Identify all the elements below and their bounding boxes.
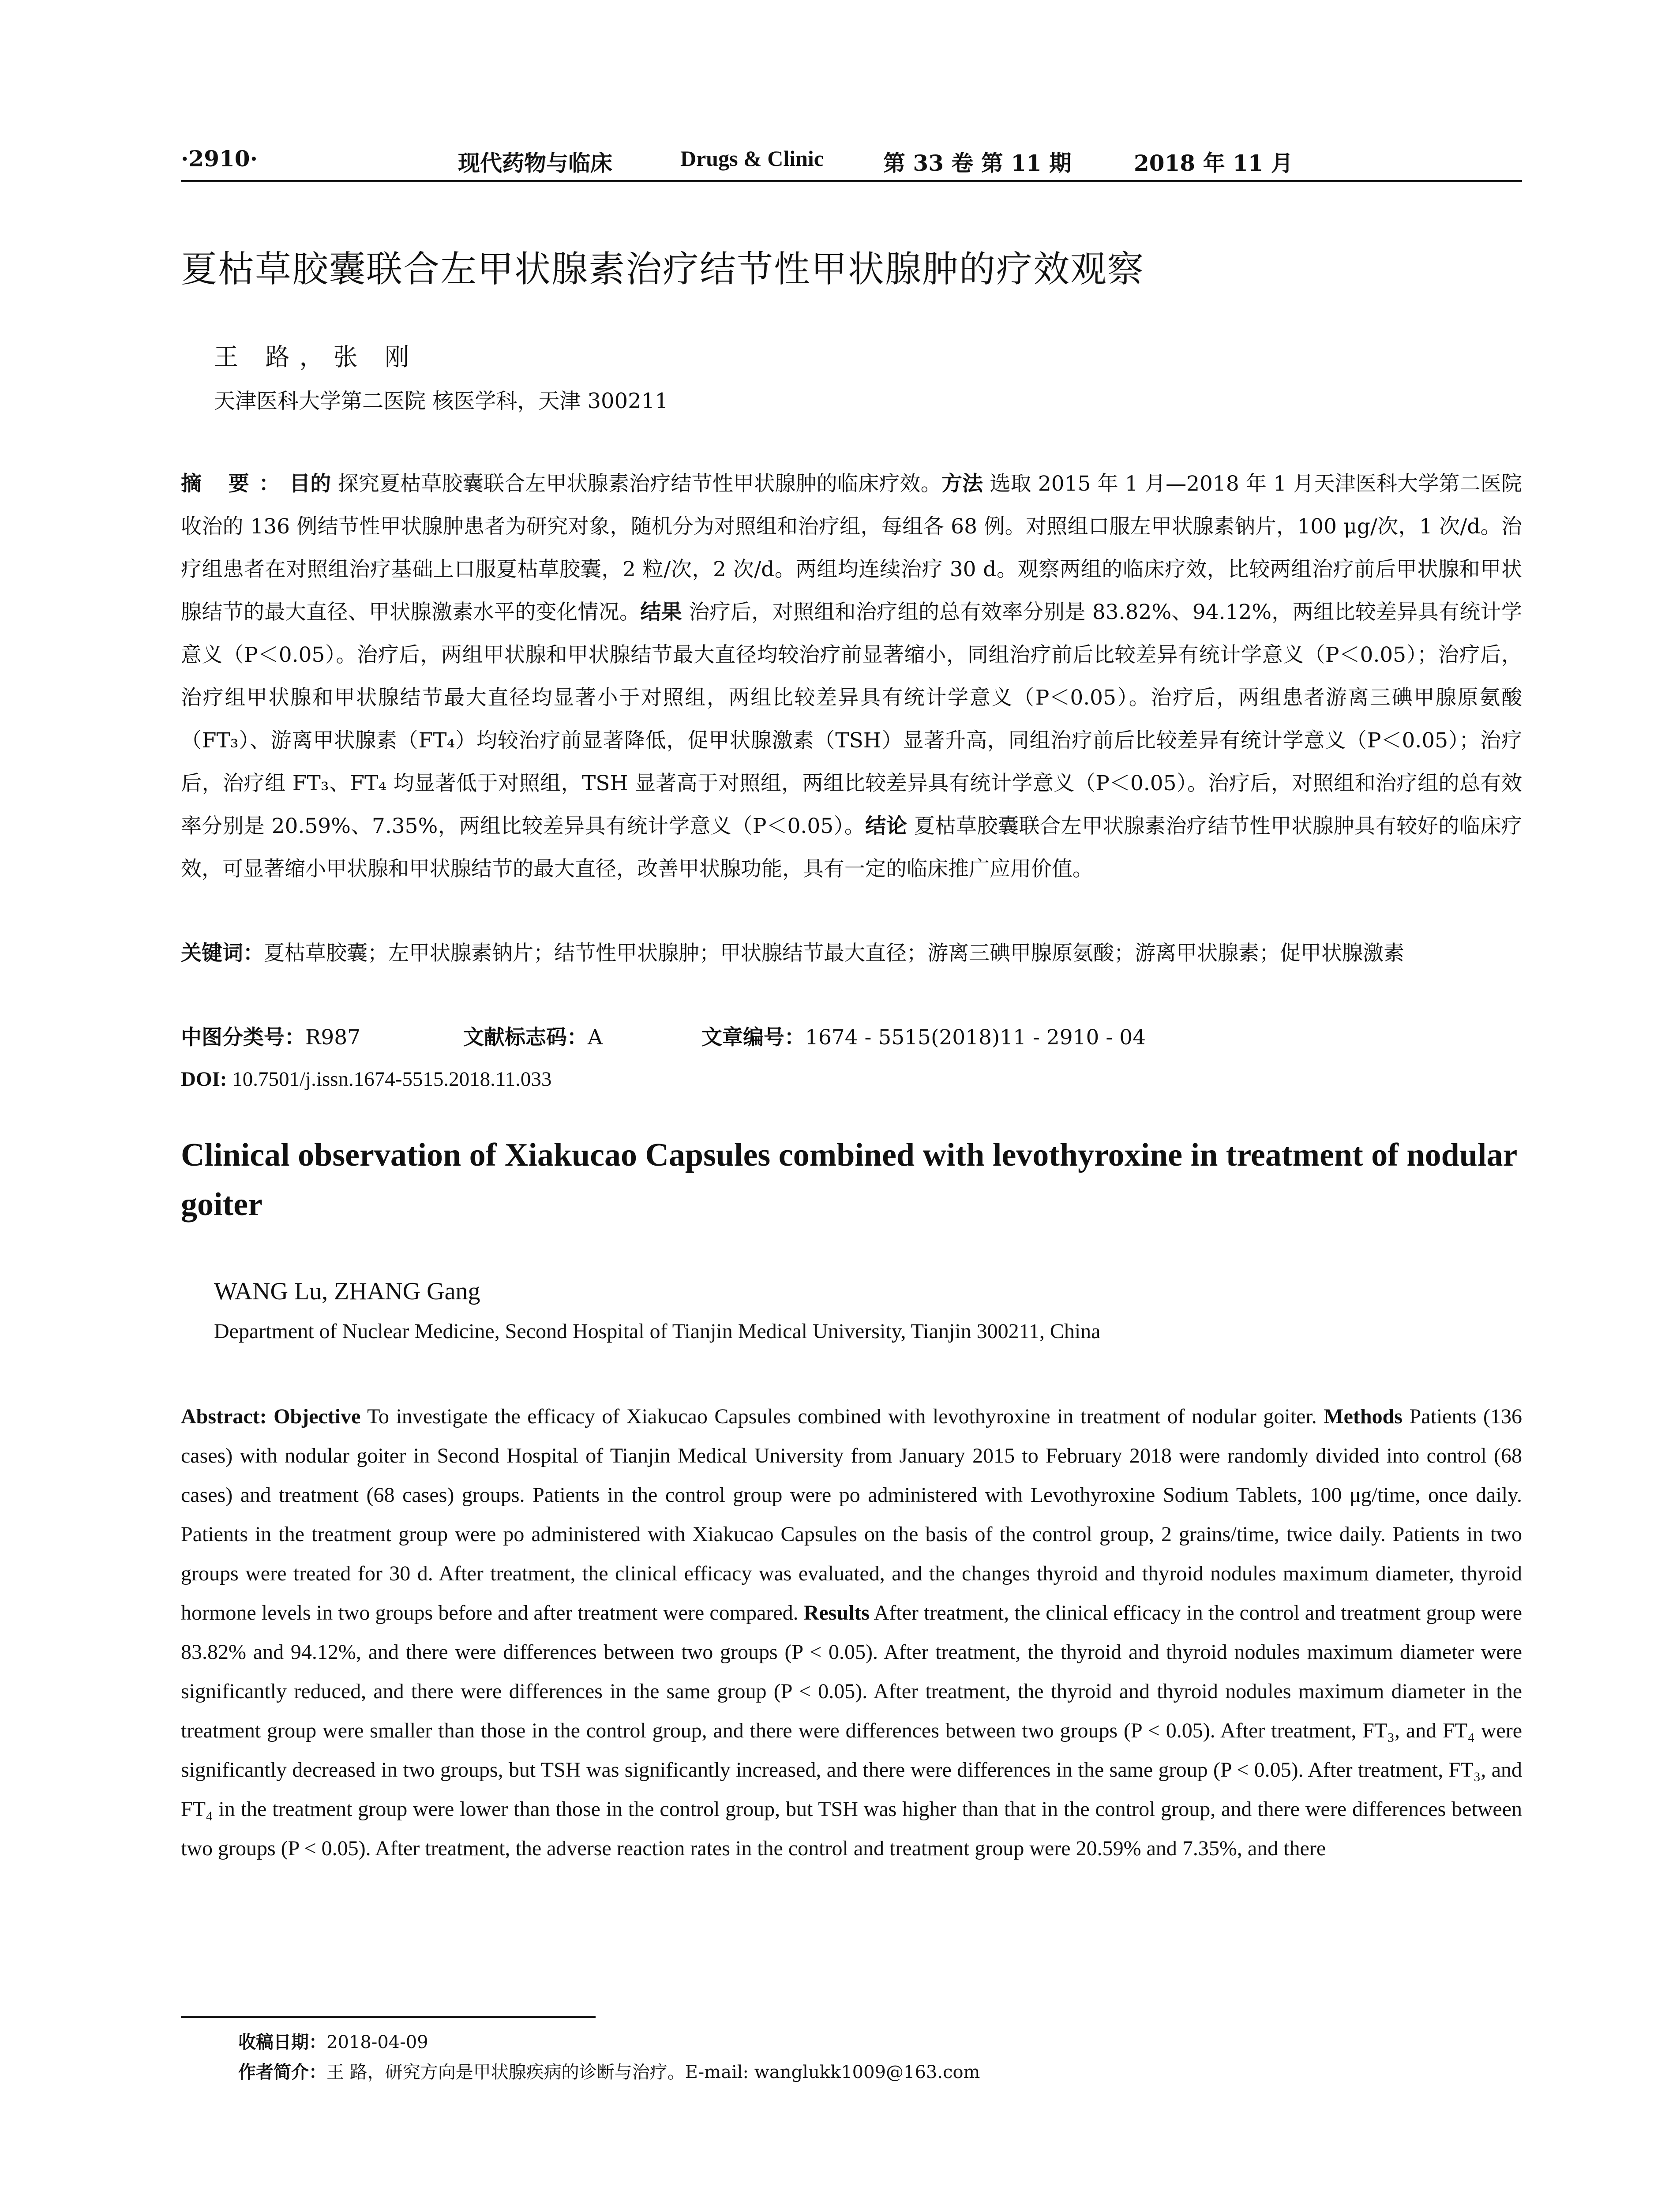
cn-objective-label: 目的 xyxy=(289,472,331,496)
received-label: 收稿日期： xyxy=(238,2032,326,2052)
doc-code-label: 文献标志码： xyxy=(463,1025,588,1050)
running-header xyxy=(181,140,1522,182)
author-bio-label: 作者简介： xyxy=(238,2062,326,2082)
cn-results-label: 结果 xyxy=(640,600,682,624)
classification-line xyxy=(181,1016,1522,1059)
doi-line xyxy=(181,1058,551,1101)
doc-code-value: A xyxy=(588,1025,603,1050)
journal-name-en: Drugs & Clinic xyxy=(680,146,824,171)
footnotes xyxy=(238,2027,980,2087)
en-title: Clinical observation of Xiakucao Capsules combined with levothyroxine in treatment of nodular goiter xyxy=(181,1137,1517,1223)
doc-code-item xyxy=(463,1016,701,1059)
cn-conclusion-label: 结论 xyxy=(865,814,908,838)
clc-item xyxy=(181,1016,463,1059)
author-bio xyxy=(238,2057,980,2087)
cn-keywords-text: 夏枯草胶囊；左甲状腺素钠片；结节性甲状腺肿；甲状腺结节最大直径；游离三碘甲腺原氨酸；游离甲状腺素；促甲状腺激素 xyxy=(264,941,1404,965)
en-affiliation: Department of Nuclear Medicine, Second Hospital of Tianjin Medical University, Tianjin 300211, China xyxy=(214,1320,1101,1343)
cn-methods-label: 方法 xyxy=(941,472,983,496)
en-abstract xyxy=(181,1397,1522,1868)
en-results: After treatment, the clinical efficacy in the control and treatment group were 83.82% and 94.12%, and there were differences between two groups (P < 0.05). After treatment, the thyroid and thyroid nodules maximum diameter were significantly reduced, and there were differences in the same group (P < 0.05). After treatment, the thyroid and thyroid nodules maximum diameter in the treatment group were smaller than those in the control group, and there were differences between two groups (P < 0.05). After treatment, FT₃, and FT₄ were significantly decreased in two groups, but TSH was significantly increased, and there were differences in the same group (P < 0.05). After treatment, FT₃, and FT₄ in the treatment group were lower than those in the control group, but TSH was higher than that in the control group, and there were differences between two groups (P < 0.05). After treatment, the adverse reaction rates in the control and treatment group were 20.59% and 7.35%, and there xyxy=(181,1601,1522,1860)
author-bio-value: 王 路，研究方向是甲状腺疾病的诊断与治疗。E-mail: wanglukk1009@163.com xyxy=(326,2062,980,2082)
en-results-label: Results xyxy=(803,1601,870,1624)
cn-authors: 王 路，张 刚 xyxy=(214,343,419,371)
volume-issue: 第 33 卷 第 11 期 xyxy=(883,150,1072,176)
cn-abstract xyxy=(181,462,1522,890)
cn-keywords xyxy=(181,932,1522,975)
cn-conclusion: 夏枯草胶囊联合左甲状腺素治疗结节性甲状腺肿具有较好的临床疗效，可显著缩小甲状腺和甲状腺结节的最大直径，改善甲状腺功能，具有一定的临床推广应用价值。 xyxy=(181,814,1522,881)
journal-name-cn: 现代药物与临床 xyxy=(458,150,612,176)
cn-keywords-label: 关键词： xyxy=(181,941,264,965)
en-abstract-label: Abstract: Objective xyxy=(181,1405,361,1428)
en-methods-label: Methods xyxy=(1324,1405,1402,1428)
en-methods: Patients (136 cases) with nodular goiter in Second Hospital of Tianjin Medical University from January 2015 to February 2018 were randomly divided into control (68 cases) and treatment (68 cases) groups. Patients in the control group were po administered with Levothyroxine Sodium Tablets, 100 μg/time, once daily. Patients in the treatment group were po administered with Xiakucao Capsules on the basis of the control group, 2 grains/time, twice daily. Patients in two groups were treated for 30 d. After treatment, the clinical efficacy was evaluated, and the changes thyroid and thyroid nodules maximum diameter, thyroid hormone levels in two groups before and after treatment were compared. xyxy=(181,1405,1522,1624)
en-objective: To investigate the efficacy of Xiakucao Capsules combined with levothyroxine in treatment of nodular goiter. xyxy=(367,1405,1317,1428)
cn-methods: 选取 2015 年 1 月—2018 年 1 月天津医科大学第二医院收治的 136 例结节性甲状腺肿患者为研究对象，随机分为对照组和治疗组，每组各 68 例。对照组口服左甲状腺素钠片，100 μg/次，1 次/d。治疗组患者在对照组治疗基础上口服夏枯草胶囊，2 粒/次，2 次/d。两组均连续治疗 30 d。观察两组的临床疗效，比较两组治疗前后甲状腺和甲状腺结节的最大直径、甲状腺激素水平的变化情况。 xyxy=(181,472,1522,624)
cn-abstract-head: 摘 要： xyxy=(181,472,290,496)
clc-label: 中图分类号： xyxy=(181,1025,305,1050)
cn-title: 夏枯草胶囊联合左甲状腺素治疗结节性甲状腺肿的疗效观察 xyxy=(181,248,1145,290)
cn-affiliation: 天津医科大学第二医院 核医学科，天津 300211 xyxy=(214,389,668,413)
page-number: ·2910· xyxy=(181,146,258,172)
issue-date: 2018 年 11 月 xyxy=(1134,150,1293,176)
received-date xyxy=(238,2027,980,2057)
clc-value: R987 xyxy=(305,1025,361,1050)
article-no-value: 1674 - 5515(2018)11 - 2910 - 04 xyxy=(805,1025,1146,1050)
doi-label: DOI: xyxy=(181,1068,227,1091)
article-no-item xyxy=(701,1016,1146,1059)
en-authors: WANG Lu, ZHANG Gang xyxy=(214,1278,480,1305)
cn-results: 治疗后，对照组和治疗组的总有效率分别是 83.82%、94.12%，两组比较差异具有统计学意义（P＜0.05）。治疗后，两组甲状腺和甲状腺结节最大直径均较治疗前显著缩小，同组治疗前后比较差异有统计学意义（P＜0.05）；治疗后，治疗组甲状腺和甲状腺结节最大直径均显著小于对照组，两组比较差异具有统计学意义（P＜0.05）。治疗后，两组患者游离三碘甲腺原氨酸（FT₃）、游离甲状腺素（FT₄）均较治疗前显著降低，促甲状腺激素（TSH）显著升高，同组治疗前后比较差异有统计学意义（P＜0.05）；治疗后，治疗组 FT₃、FT₄ 均显著低于对照组，TSH 显著高于对照组，两组比较差异具有统计学意义（P＜0.05）。治疗后，对照组和治疗组的总有效率分别是 20.59%、7.35%，两组比较差异具有统计学意义（P＜0.05）。 xyxy=(181,600,1522,838)
article-no-label: 文章编号： xyxy=(701,1025,805,1050)
cn-objective: 探究夏枯草胶囊联合左甲状腺素治疗结节性甲状腺肿的临床疗效。 xyxy=(338,472,941,496)
doi-value: 10.7501/j.issn.1674-5515.2018.11.033 xyxy=(232,1068,552,1091)
footnote-rule xyxy=(181,2016,596,2018)
received-value: 2018-04-09 xyxy=(326,2032,428,2052)
